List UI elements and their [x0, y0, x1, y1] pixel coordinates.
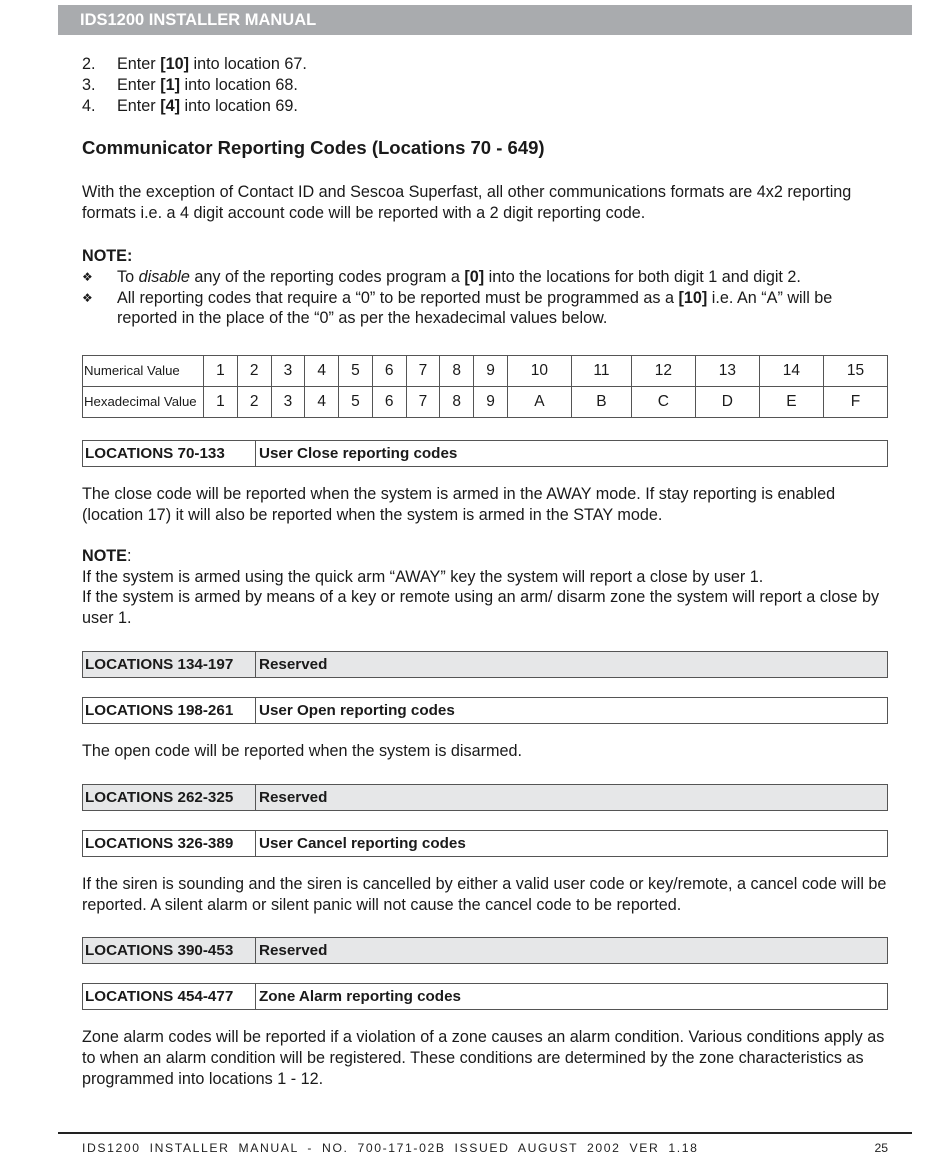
- table-cell: 11: [571, 356, 631, 387]
- table-cell: 3: [271, 356, 305, 387]
- table-cell: 4: [305, 356, 339, 387]
- locations-262-325-box: [82, 784, 888, 811]
- locations-description: Zone Alarm reporting codes: [259, 988, 461, 1006]
- locations-label: LOCATIONS 454-477: [83, 984, 256, 1009]
- table-cell: D: [695, 387, 759, 418]
- locations-label: LOCATIONS 326-389: [83, 831, 256, 856]
- table-cell: F: [823, 387, 887, 418]
- steps-list: [82, 54, 888, 116]
- table-cell: 2: [237, 356, 271, 387]
- table-cell: 5: [339, 387, 373, 418]
- locations-description: User Open reporting codes: [259, 701, 455, 719]
- table-cell: 7: [406, 356, 440, 387]
- table-cell: 9: [474, 387, 508, 418]
- row-header: Hexadecimal Value: [83, 387, 204, 418]
- table-cell: 1: [204, 387, 238, 418]
- note-label: NOTE:: [82, 246, 133, 265]
- table-cell: 8: [440, 387, 474, 418]
- table-cell: 4: [305, 387, 339, 418]
- list-item: 2. Enter [10] into location 67.: [82, 55, 307, 73]
- table-cell: 3: [271, 387, 305, 418]
- locations-label: LOCATIONS 262-325: [83, 785, 256, 810]
- zone-paragraph: Zone alarm codes will be reported if a violation of a zone causes an alarm condition. Various conditions apply as to when an alarm condition will be registered. These conditions are determined by the zone characteristics as programmed into locations 1 - 12.: [82, 1028, 885, 1088]
- table-cell: B: [571, 387, 631, 418]
- table-cell: 15: [823, 356, 887, 387]
- bullet-icon: ❖: [82, 269, 93, 284]
- table-cell: 1: [204, 356, 238, 387]
- table-cell: E: [759, 387, 823, 418]
- hex-value-table: [82, 355, 888, 418]
- table-cell: 5: [339, 356, 373, 387]
- table-row: [83, 387, 888, 418]
- locations-70-133-box: [82, 440, 888, 467]
- table-cell: 6: [372, 387, 406, 418]
- table-cell: 8: [440, 356, 474, 387]
- locations-390-453-box: [82, 937, 888, 964]
- locations-description: Reserved: [259, 655, 328, 673]
- locations-326-389-box: [82, 830, 888, 857]
- table-cell: 2: [237, 387, 271, 418]
- locations-description: User Close reporting codes: [259, 445, 458, 463]
- locations-label: LOCATIONS 198-261: [83, 698, 256, 723]
- open-paragraph: The open code will be reported when the system is disarmed.: [82, 741, 522, 760]
- close-paragraph: The close code will be reported when the system is armed in the AWAY mode. If stay reporting is enabled (location 17) it will also be reported when the system is armed in the STAY mode.: [82, 485, 836, 524]
- table-cell: C: [631, 387, 695, 418]
- list-item: ❖ All reporting codes that require a “0” to be reported must be programmed as a [10] i.e. An “A” will be reported in the place of the “0” as per the hexadecimal values below.: [82, 288, 833, 328]
- locations-454-477-box: [82, 983, 888, 1010]
- table-cell: 7: [406, 387, 440, 418]
- locations-description: User Cancel reporting codes: [259, 834, 466, 852]
- list-item: ❖ To disable any of the reporting codes program a [0] into the locations for both digit 1 and digit 2.: [82, 267, 801, 286]
- table-cell: 9: [474, 356, 508, 387]
- bullet-icon: ❖: [82, 290, 93, 305]
- footer-text: IDS1200 INSTALLER MANUAL - NO. 700-171-02B ISSUED AUGUST 2002 VER 1.18: [82, 1141, 699, 1155]
- footer-rule: [58, 1132, 912, 1134]
- page-number: 25: [874, 1141, 888, 1155]
- table-cell: 12: [631, 356, 695, 387]
- table-cell: 14: [759, 356, 823, 387]
- table-cell: A: [507, 387, 571, 418]
- list-item: 3. Enter [1] into location 68.: [82, 75, 298, 94]
- locations-label: LOCATIONS 134-197: [83, 652, 256, 677]
- locations-description: Reserved: [259, 942, 328, 960]
- cancel-paragraph: If the siren is sounding and the siren is cancelled by either a valid user code or key/remote, a cancel code will be reported. A silent alarm or silent panic will not cause the cancel code to be reported.: [82, 874, 887, 914]
- intro-paragraph: With the exception of Contact ID and Sescoa Superfast, all other communications formats are 4x2 reporting formats i.e. a 4 digit account code will be reported with a 2 digit reporting code.: [82, 183, 852, 223]
- table-cell: 10: [507, 356, 571, 387]
- row-header: Numerical Value: [83, 356, 204, 387]
- locations-label: LOCATIONS 390-453: [83, 938, 256, 963]
- page-header: IDS1200 INSTALLER MANUAL: [58, 5, 912, 35]
- note-label: NOTE:: [82, 546, 132, 565]
- locations-134-197-box: [82, 651, 888, 678]
- locations-label: LOCATIONS 70-133: [83, 441, 256, 466]
- locations-description: Reserved: [259, 788, 328, 806]
- table-row: [83, 356, 888, 387]
- table-cell: 6: [372, 356, 406, 387]
- section-title: Communicator Reporting Codes (Locations 70 - 649): [82, 137, 545, 159]
- locations-198-261-box: [82, 697, 888, 724]
- note-line: If the system is armed using the quick arm “AWAY” key the system will report a close by user 1.: [82, 567, 764, 586]
- page-content: [82, 54, 888, 1090]
- table-cell: 13: [695, 356, 759, 387]
- note-line: If the system is armed by means of a key or remote using an arm/ disarm zone the system will report a close by user 1.: [82, 588, 880, 628]
- list-item: 4. Enter [4] into location 69.: [82, 96, 298, 115]
